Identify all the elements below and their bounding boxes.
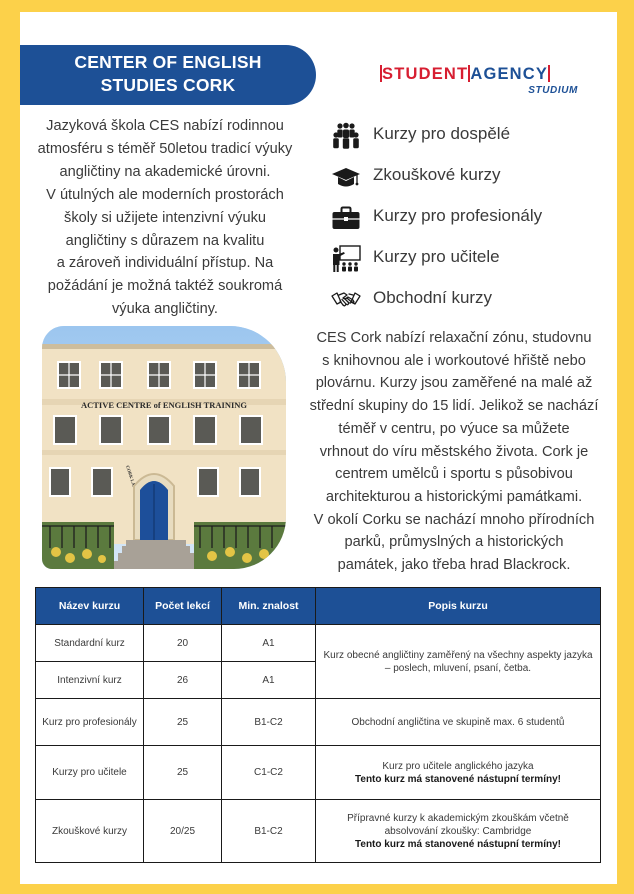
logo-subtitle: STUDIUM: [528, 85, 578, 96]
intro-line: a zároveň individuální přístup. Na: [56, 255, 274, 272]
cell-lessons: 20: [144, 625, 222, 662]
table-row: [36, 625, 601, 662]
cell-level: C1-C2: [222, 746, 316, 800]
cell-description: [316, 746, 601, 800]
header-description: Popis kurzu: [316, 588, 601, 625]
cell-level: B1-C2: [222, 800, 316, 863]
cell-level: A1: [222, 662, 316, 699]
description-text: Obchodní angličtina ve skupině max. 6 studentů: [351, 716, 565, 728]
course-type-exam: [331, 163, 611, 204]
graduation-cap-icon: [331, 163, 361, 191]
course-table: [35, 587, 601, 863]
logo-word-agency: AGENCY: [470, 65, 549, 83]
intro-text: [20, 115, 310, 321]
cell-level: A1: [222, 625, 316, 662]
intro-line: angličtiny s důrazem na kvalitu: [65, 232, 265, 249]
course-type-adults: [331, 122, 611, 163]
about-line: plovárnu. Kurzy jsou zaměřené na malé až: [315, 375, 593, 392]
cell-course-name: Zkouškové kurzy: [36, 800, 144, 863]
cell-lessons: 25: [144, 746, 222, 800]
title-line-1: CENTER OF ENGLISH: [74, 52, 262, 72]
course-type-teachers: [331, 245, 611, 286]
about-line: CES Cork nabízí relaxační zónu, studovnu: [316, 330, 592, 346]
cell-description: [316, 625, 601, 699]
course-type-label: Zkouškové kurzy: [373, 165, 501, 184]
description-text: Kurz pro učitele anglického jazyka: [382, 760, 534, 772]
building-side-sign: CORK: [125, 464, 134, 480]
header-lesson-count: Počet lekcí: [144, 588, 222, 625]
course-type-list: [331, 122, 611, 327]
cell-course-name: Standardní kurz: [36, 625, 144, 662]
about-line: střední skupiny do 15 lidí. Jelikož se nachází: [309, 398, 599, 415]
school-building-photo: [42, 326, 286, 569]
cell-lessons: 26: [144, 662, 222, 699]
about-line: V okolí Corku se nachází mnoho přírodních: [313, 511, 595, 528]
title-banner: [20, 45, 316, 105]
about-line: centrem umělců i sportu s působivou: [335, 466, 573, 483]
course-type-label: Kurzy pro učitele: [373, 247, 500, 266]
description-note: Tento kurz má stanovené nástupní termíny!: [355, 838, 561, 850]
cell-lessons: 25: [144, 699, 222, 746]
intro-line: požádání je možná taktéž soukromá: [47, 278, 283, 295]
about-line: téměř v centru, po výuce sa můžete: [338, 420, 570, 437]
description-text: Kurz obecné angličtiny zaměřený na všechny aspekty jazyka – poslech, mluvení, psaní, četba.: [323, 649, 593, 674]
building-sign: ACTIVE CENTRE of ENGLISH TRAINING: [80, 400, 248, 410]
description-note: Tento kurz má stanovené nástupní termíny!: [355, 773, 561, 785]
course-type-label: Kurzy pro profesionály: [373, 206, 543, 225]
table-header-row: [36, 588, 601, 625]
handshake-icon: [331, 286, 361, 314]
course-type-label: Obchodní kurzy: [373, 288, 493, 307]
table-row: [36, 699, 601, 746]
table-row: [36, 800, 601, 863]
course-type-label: Kurzy pro dospělé: [373, 124, 511, 143]
header-course-name: Název kurzu: [36, 588, 144, 625]
about-line: vrhnout do víru městského života. Cork je: [319, 443, 589, 460]
intro-line: V útulných ale moderních prostorách: [46, 186, 284, 203]
intro-line: angličtiny na akademické úrovni.: [59, 163, 271, 180]
about-text: [298, 327, 610, 577]
cell-course-name: Intenzivní kurz: [36, 662, 144, 699]
student-agency-logo: [380, 64, 580, 104]
cell-course-name: Kurzy pro učitele: [36, 746, 144, 800]
table-row: [36, 746, 601, 800]
intro-line: školy si užijete intenzivní výuku: [64, 209, 266, 226]
teacher-board-icon: [331, 245, 361, 273]
logo-word-student: STUDENT: [382, 65, 469, 83]
cell-description: [316, 800, 601, 863]
cell-lessons: 20/25: [144, 800, 222, 863]
cell-course-name: Kurz pro profesionály: [36, 699, 144, 746]
intro-line: atmosféru s téměř 50letou tradicí výuky: [37, 140, 293, 157]
flyer-page: [20, 12, 617, 884]
description-text: Přípravné kurzy k akademickým zkouškám včetně absolvování zkoušky: Cambridge: [347, 812, 569, 837]
about-line: památek, jako třeba hrad Blackrock.: [337, 557, 571, 574]
people-group-icon: [331, 122, 361, 150]
about-line: architekturou a historickými památkami.: [325, 488, 583, 505]
intro-line: výuka angličtiny.: [112, 301, 218, 318]
course-type-professionals: [331, 204, 611, 245]
school-building-illustration: [42, 326, 286, 569]
course-type-business: [331, 286, 611, 327]
intro-line: Jazyková škola CES nabízí rodinnou: [46, 118, 284, 134]
title-line-2: STUDIES CORK: [100, 75, 236, 95]
about-line: parků, průmyslných a historických: [344, 534, 564, 551]
header-min-level: Min. znalost: [222, 588, 316, 625]
about-line: s knihovnou ale i workoutové hřiště nebo: [322, 352, 586, 369]
briefcase-icon: [331, 204, 361, 232]
cell-description: [316, 699, 601, 746]
cell-level: B1-C2: [222, 699, 316, 746]
